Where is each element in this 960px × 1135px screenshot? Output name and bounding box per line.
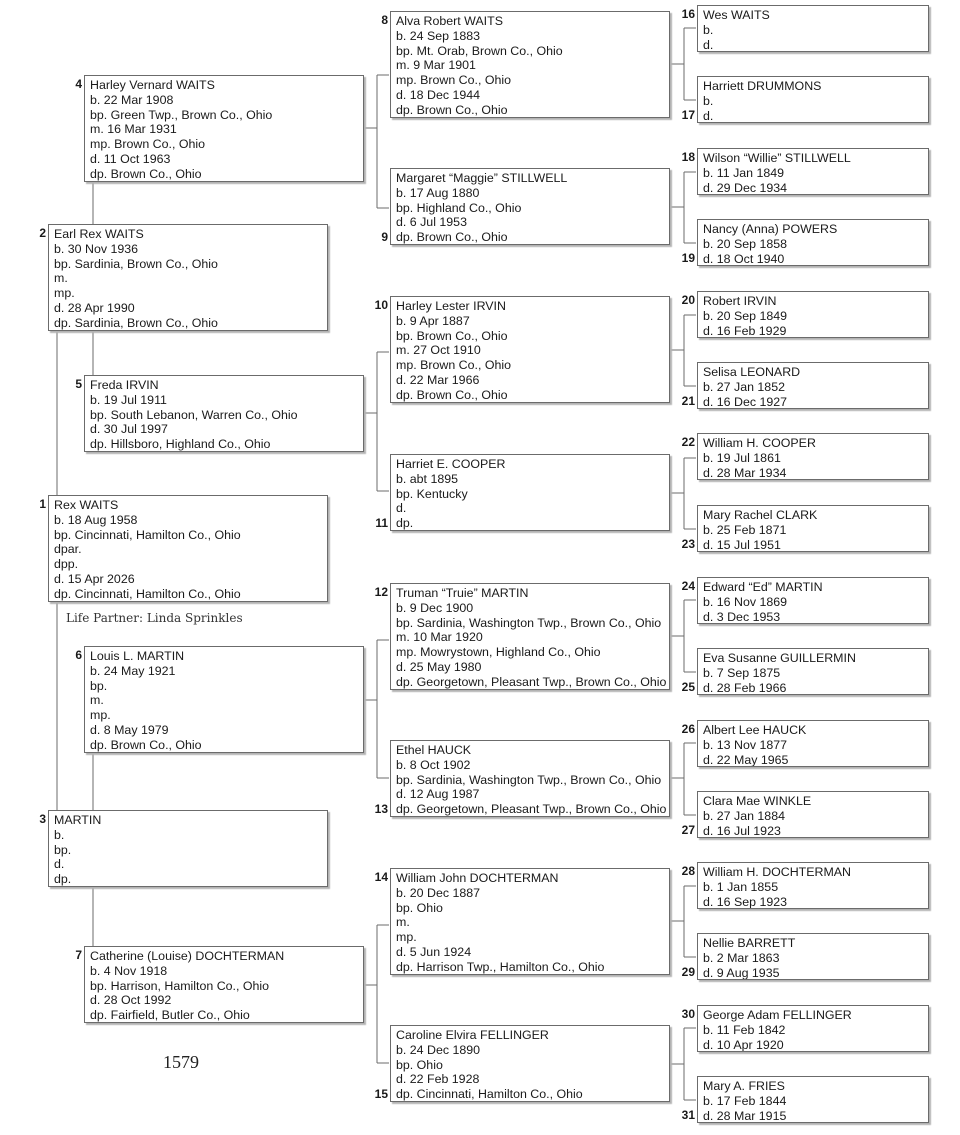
person-detail: dpar. — [54, 542, 82, 557]
person-detail: b. 27 Jan 1852 — [703, 379, 785, 394]
person-box-31 — [697, 1076, 929, 1123]
person-detail: dp. Georgetown, Pleasant Twp., Brown Co., Ohio — [396, 674, 667, 689]
person-detail: d. 15 Jul 1951 — [703, 537, 781, 552]
person-number-27: 27 — [681, 823, 695, 837]
person-box-27 — [697, 791, 929, 838]
person-box-8 — [390, 11, 670, 118]
person-detail: b. 7 Sep 1875 — [703, 665, 781, 680]
person-detail: bp. Sardinia, Washington Twp., Brown Co., Ohio — [396, 615, 662, 630]
person-detail: d. 16 Jul 1923 — [703, 823, 781, 838]
person-detail: b. 11 Jan 1849 — [703, 165, 785, 180]
person-detail: b. 30 Nov 1936 — [54, 241, 139, 256]
person-name: Catherine (Louise) DOCHTERMAN — [90, 949, 285, 963]
person-detail: dp. — [54, 872, 72, 886]
person-detail: bp. — [54, 842, 72, 857]
person-detail: m. — [90, 693, 104, 708]
person-detail: d. 16 Feb 1929 — [703, 323, 787, 338]
person-box-19 — [697, 219, 929, 266]
person-box-1 — [48, 495, 328, 602]
person-detail: dp. Sardinia, Brown Co., Ohio — [54, 315, 218, 330]
person-detail: mp. Brown Co., Ohio — [396, 73, 512, 87]
person-number-6: 6 — [75, 648, 82, 662]
person-box-28 — [697, 862, 929, 909]
person-number-24: 24 — [681, 579, 695, 593]
person-number-12: 12 — [374, 585, 388, 599]
person-detail: b. 9 Apr 1887 — [396, 313, 470, 328]
person-name: Harriett DRUMMONS — [703, 79, 822, 93]
person-detail: d. 8 May 1979 — [90, 722, 169, 737]
person-box-20 — [697, 291, 929, 338]
person-number-4: 4 — [75, 77, 82, 91]
person-name: Mary A. FRIES — [703, 1079, 785, 1093]
person-detail: b. 1 Jan 1855 — [703, 879, 779, 894]
person-detail: b. — [54, 827, 65, 842]
person-box-14 — [390, 868, 670, 975]
person-detail: bp. Green Twp., Brown Co., Ohio — [90, 107, 273, 122]
person-detail: m. — [396, 915, 410, 930]
person-detail: m. 16 Mar 1931 — [90, 122, 177, 137]
person-name: Albert Lee HAUCK — [703, 723, 807, 737]
person-detail: bp. Highland Co., Ohio — [396, 200, 522, 215]
person-detail: d. — [703, 108, 714, 123]
person-box-5 — [84, 375, 364, 452]
person-detail: dp. Brown Co., Ohio — [90, 166, 202, 181]
person-detail: bp. Sardinia, Washington Twp., Brown Co., Ohio — [396, 772, 662, 787]
person-detail: b. 24 Sep 1883 — [396, 28, 481, 43]
person-detail: b. 2 Mar 1863 — [703, 950, 780, 965]
person-detail: b. 4 Nov 1918 — [90, 963, 168, 978]
person-detail: b. — [703, 22, 714, 37]
person-number-25: 25 — [681, 680, 695, 694]
person-detail: b. 17 Aug 1880 — [396, 185, 480, 200]
person-name: Alva Robert WAITS — [396, 14, 503, 28]
person-name: George Adam FELLINGER — [703, 1008, 852, 1022]
person-number-30: 30 — [681, 1007, 695, 1021]
person-box-18 — [697, 148, 929, 195]
person-detail: d. — [396, 501, 407, 516]
person-number-9: 9 — [381, 230, 388, 244]
person-detail: d. 28 Mar 1934 — [703, 465, 787, 480]
person-detail: d. 28 Oct 1992 — [90, 993, 172, 1008]
person-detail: bp. Sardinia, Brown Co., Ohio — [54, 256, 218, 271]
person-name: Edward “Ed” MARTIN — [703, 580, 823, 594]
person-detail: bp. Ohio — [396, 900, 443, 915]
person-detail: dp. Hillsboro, Highland Co., Ohio — [90, 437, 271, 451]
person-box-12 — [390, 583, 670, 690]
person-box-23 — [697, 505, 929, 552]
person-detail: b. — [703, 93, 714, 108]
person-name: Robert IRVIN — [703, 294, 777, 308]
person-name: William John DOCHTERMAN — [396, 871, 559, 885]
person-detail: d. 5 Jun 1924 — [396, 944, 472, 959]
life-partner-note: Life Partner: Linda Sprinkles — [66, 611, 243, 625]
person-name: Ethel HAUCK — [396, 743, 472, 757]
person-number-10: 10 — [374, 298, 388, 312]
person-number-16: 16 — [681, 7, 695, 21]
person-detail: d. 22 May 1965 — [703, 752, 789, 767]
person-number-3: 3 — [39, 812, 46, 826]
person-name: Freda IRVIN — [90, 378, 159, 392]
person-detail: mp. Mowrystown, Highland Co., Ohio — [396, 645, 601, 659]
person-detail: dp. Cincinnati, Hamilton Co., Ohio — [54, 586, 241, 601]
person-detail: d. 3 Dec 1953 — [703, 609, 781, 624]
person-number-18: 18 — [681, 150, 695, 164]
person-detail: bp. South Lebanon, Warren Co., Ohio — [90, 407, 298, 422]
person-detail: dp. Harrison Twp., Hamilton Co., Ohio — [396, 959, 605, 974]
person-detail: dpp. — [54, 557, 79, 571]
person-detail: d. 11 Oct 1963 — [90, 151, 171, 166]
person-detail: b. 9 Dec 1900 — [396, 600, 474, 615]
person-name: Earl Rex WAITS — [54, 227, 144, 241]
person-box-29 — [697, 933, 929, 980]
person-number-23: 23 — [681, 537, 695, 551]
person-detail: d. — [54, 857, 65, 872]
person-name: Eva Susanne GUILLERMIN — [703, 651, 856, 665]
person-detail: d. 28 Mar 1915 — [703, 1108, 787, 1123]
person-detail: dp. — [396, 516, 414, 530]
person-box-15 — [390, 1025, 670, 1102]
person-detail: m. 27 Oct 1910 — [396, 343, 481, 358]
person-box-3 — [48, 810, 328, 887]
person-box-21 — [697, 362, 929, 409]
person-number-1: 1 — [39, 497, 46, 511]
person-detail: b. 13 Nov 1877 — [703, 737, 788, 752]
person-detail: b. 20 Sep 1849 — [703, 308, 788, 323]
person-box-24 — [697, 577, 929, 624]
person-detail: b. 16 Nov 1869 — [703, 594, 788, 609]
person-number-2: 2 — [39, 226, 46, 240]
person-name: Harriet E. COOPER — [396, 457, 506, 471]
person-number-20: 20 — [681, 293, 695, 307]
person-number-26: 26 — [681, 722, 695, 736]
person-detail: bp. — [90, 678, 108, 693]
person-detail: b. 8 Oct 1902 — [396, 757, 471, 772]
person-box-9 — [390, 168, 670, 245]
person-detail: b. 22 Mar 1908 — [90, 92, 174, 107]
person-detail: b. 18 Aug 1958 — [54, 512, 138, 527]
person-detail: dp. Brown Co., Ohio — [396, 230, 508, 244]
person-detail: d. 15 Apr 2026 — [54, 571, 135, 586]
person-box-25 — [697, 648, 929, 695]
person-detail: b. 25 Feb 1871 — [703, 522, 787, 537]
person-detail: d. 10 Apr 1920 — [703, 1037, 784, 1052]
person-detail: bp. Cincinnati, Hamilton Co., Ohio — [54, 527, 241, 542]
person-number-31: 31 — [681, 1108, 695, 1122]
person-name: Selisa LEONARD — [703, 365, 801, 379]
person-detail: d. 18 Oct 1940 — [703, 251, 785, 266]
person-detail: dp. Brown Co., Ohio — [396, 387, 508, 402]
person-detail: bp. Kentucky — [396, 486, 468, 501]
person-name: Louis L. MARTIN — [90, 649, 185, 663]
person-number-14: 14 — [374, 870, 388, 884]
person-name: Truman “Truie” MARTIN — [396, 586, 529, 600]
person-number-15: 15 — [374, 1087, 388, 1101]
person-detail: bp. Mt. Orab, Brown Co., Ohio — [396, 43, 563, 58]
person-detail: mp. — [396, 930, 417, 944]
person-name: Wes WAITS — [703, 8, 770, 22]
person-box-7 — [84, 946, 364, 1023]
person-name: Harley Vernard WAITS — [90, 78, 215, 92]
person-number-28: 28 — [681, 864, 695, 878]
person-detail: b. 27 Jan 1884 — [703, 808, 785, 823]
person-detail: dp. Brown Co., Ohio — [396, 102, 508, 117]
person-detail: m. 9 Mar 1901 — [396, 58, 476, 73]
person-number-21: 21 — [681, 394, 695, 408]
person-detail: b. 19 Jul 1861 — [703, 450, 781, 465]
person-detail: d. 16 Sep 1923 — [703, 894, 788, 909]
person-name: Harley Lester IRVIN — [396, 299, 506, 313]
person-name: Nellie BARRETT — [703, 936, 796, 950]
person-detail: dp. Brown Co., Ohio — [90, 737, 202, 752]
person-name: Caroline Elvira FELLINGER — [396, 1028, 549, 1042]
person-detail: dp. Cincinnati, Hamilton Co., Ohio — [396, 1087, 583, 1101]
person-name: Wilson “Willie” STILLWELL — [703, 151, 851, 165]
person-box-26 — [697, 720, 929, 767]
person-detail: d. 29 Dec 1934 — [703, 180, 788, 195]
person-number-22: 22 — [681, 435, 695, 449]
page-number: 1579 — [163, 1052, 199, 1072]
person-detail: b. 17 Feb 1844 — [703, 1093, 787, 1108]
person-box-13 — [390, 740, 670, 817]
person-detail: mp. Brown Co., Ohio — [396, 358, 512, 372]
person-detail: d. 22 Mar 1966 — [396, 372, 480, 387]
person-box-4 — [84, 75, 364, 182]
person-name: Nancy (Anna) POWERS — [703, 222, 838, 236]
person-name: Rex WAITS — [54, 498, 119, 512]
person-name: Mary Rachel CLARK — [703, 508, 818, 522]
person-box-10 — [390, 296, 670, 403]
person-detail: bp. Ohio — [396, 1057, 443, 1072]
person-box-17 — [697, 76, 929, 123]
person-detail: d. 22 Feb 1928 — [396, 1072, 480, 1087]
person-detail: d. 28 Feb 1966 — [703, 680, 787, 695]
person-detail: d. 16 Dec 1927 — [703, 394, 788, 409]
person-name: MARTIN — [54, 813, 102, 827]
person-detail: b. 20 Dec 1887 — [396, 885, 481, 900]
person-detail: mp. — [54, 286, 75, 300]
person-detail: b. 19 Jul 1911 — [90, 392, 167, 407]
person-detail: b. 20 Sep 1858 — [703, 236, 788, 251]
person-detail: d. 12 Aug 1987 — [396, 787, 480, 802]
person-number-8: 8 — [381, 13, 388, 27]
person-detail: b. 11 Feb 1842 — [703, 1022, 786, 1037]
person-detail: mp. Brown Co., Ohio — [90, 137, 206, 151]
person-box-16 — [697, 5, 929, 52]
person-name: William H. COOPER — [703, 436, 816, 450]
person-detail: d. 30 Jul 1997 — [90, 422, 168, 437]
person-detail: d. — [703, 37, 714, 52]
person-detail: d. 9 Aug 1935 — [703, 965, 780, 980]
person-number-19: 19 — [681, 251, 695, 265]
person-detail: b. 24 Dec 1890 — [396, 1042, 481, 1057]
person-number-29: 29 — [681, 965, 695, 979]
person-box-11 — [390, 454, 670, 531]
person-box-22 — [697, 433, 929, 480]
person-detail: m. 10 Mar 1920 — [396, 630, 483, 645]
person-number-13: 13 — [374, 802, 388, 816]
person-number-17: 17 — [681, 108, 695, 122]
person-detail: m. — [54, 271, 68, 286]
person-detail: b. 24 May 1921 — [90, 663, 176, 678]
person-box-6 — [84, 646, 364, 753]
person-number-5: 5 — [75, 377, 82, 391]
person-box-30 — [697, 1005, 929, 1052]
person-detail: d. 25 May 1980 — [396, 659, 482, 674]
person-box-2 — [48, 224, 328, 331]
person-number-7: 7 — [75, 948, 82, 962]
person-name: William H. DOCHTERMAN — [703, 865, 851, 879]
person-detail: dp. Georgetown, Pleasant Twp., Brown Co., Ohio — [396, 802, 667, 816]
person-detail: b. abt 1895 — [396, 471, 459, 486]
person-detail: d. 28 Apr 1990 — [54, 300, 135, 315]
person-detail: mp. — [90, 708, 111, 722]
person-name: Clara Mae WINKLE — [703, 794, 812, 808]
person-detail: dp. Fairfield, Butler Co., Ohio — [90, 1008, 250, 1022]
person-detail: d. 18 Dec 1944 — [396, 87, 481, 102]
person-name: Margaret “Maggie” STILLWELL — [396, 171, 568, 185]
person-detail: d. 6 Jul 1953 — [396, 215, 467, 230]
person-detail: bp. Harrison, Hamilton Co., Ohio — [90, 978, 270, 993]
person-number-11: 11 — [375, 516, 388, 530]
person-detail: bp. Brown Co., Ohio — [396, 328, 508, 343]
